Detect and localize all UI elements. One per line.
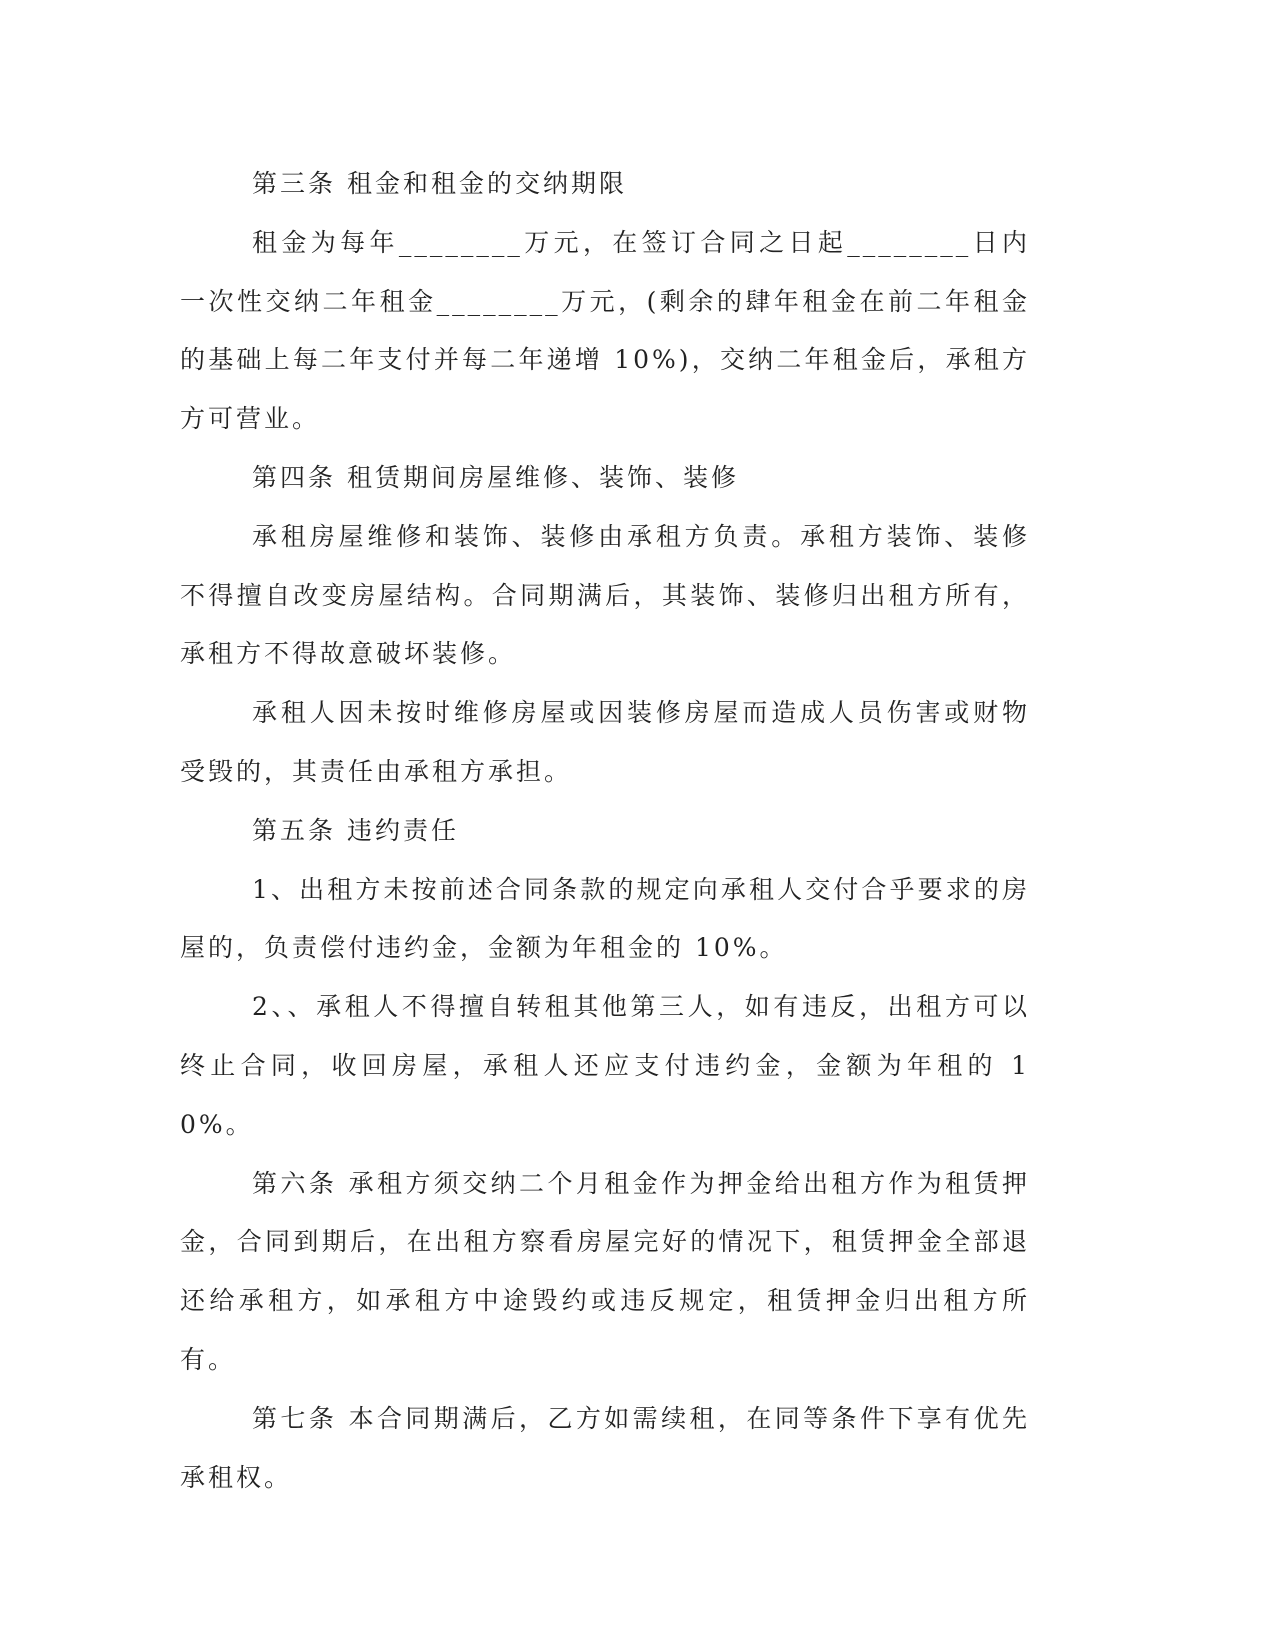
article-3-rent-terms: 租金为每年________万元，在签订合同之日起________日内一次性交纳二年租金________万元，(剩余的肆年租金在前二年租金的基础上每二年支付并每二年递增 10%)，交纳二年租金后，承租方方可营业。 (180, 227, 1030, 434)
article-6-deposit-paragraph: 第六条 承租方须交纳二个月租金作为押金给出租方作为租赁押金，合同到期后，在出租方察看房屋完好的情况下，租赁押金全部退还给承租方，如承租方中途毁约或违反规定，租赁押金归出租方所有。 (180, 1168, 1030, 1374)
article-4-heading: 第四条 租赁期间房屋维修、装饰、装修 (252, 462, 739, 492)
article-7-renewal-paragraph: 第七条 本合同期满后，乙方如需续租，在同等条件下享有优先承租权。 (180, 1403, 1030, 1492)
article-4-liability-paragraph: 承租人因未按时维修房屋或因装修房屋而造成人员伤害或财物受毁的，其责任由承租方承担。 (180, 698, 1030, 786)
document-body (180, 155, 1030, 1507)
article-5-heading: 第五条 违约责任 (252, 815, 459, 845)
article-3-heading: 第三条 租金和租金的交纳期限 (252, 169, 627, 198)
article-4-maintenance-paragraph: 承租房屋维修和装饰、装修由承租方负责。承租方装饰、装修不得擅自改变房屋结构。合同期满后，其装饰、装修归出租方所有，承租方不得故意破坏装修。 (180, 521, 1030, 669)
article-5-item-1: 1、出租方未按前述合同条款的规定向承租人交付合乎要求的房屋的，负责偿付违约金，金额为年租金的 10%。 (180, 874, 1030, 963)
article-5-item-2: 2、、承租人不得擅自转租其他第三人，如有违反，出租方可以终止合同，收回房屋，承租人还应支付违约金，金额为年租的 10%。 (180, 992, 1030, 1139)
